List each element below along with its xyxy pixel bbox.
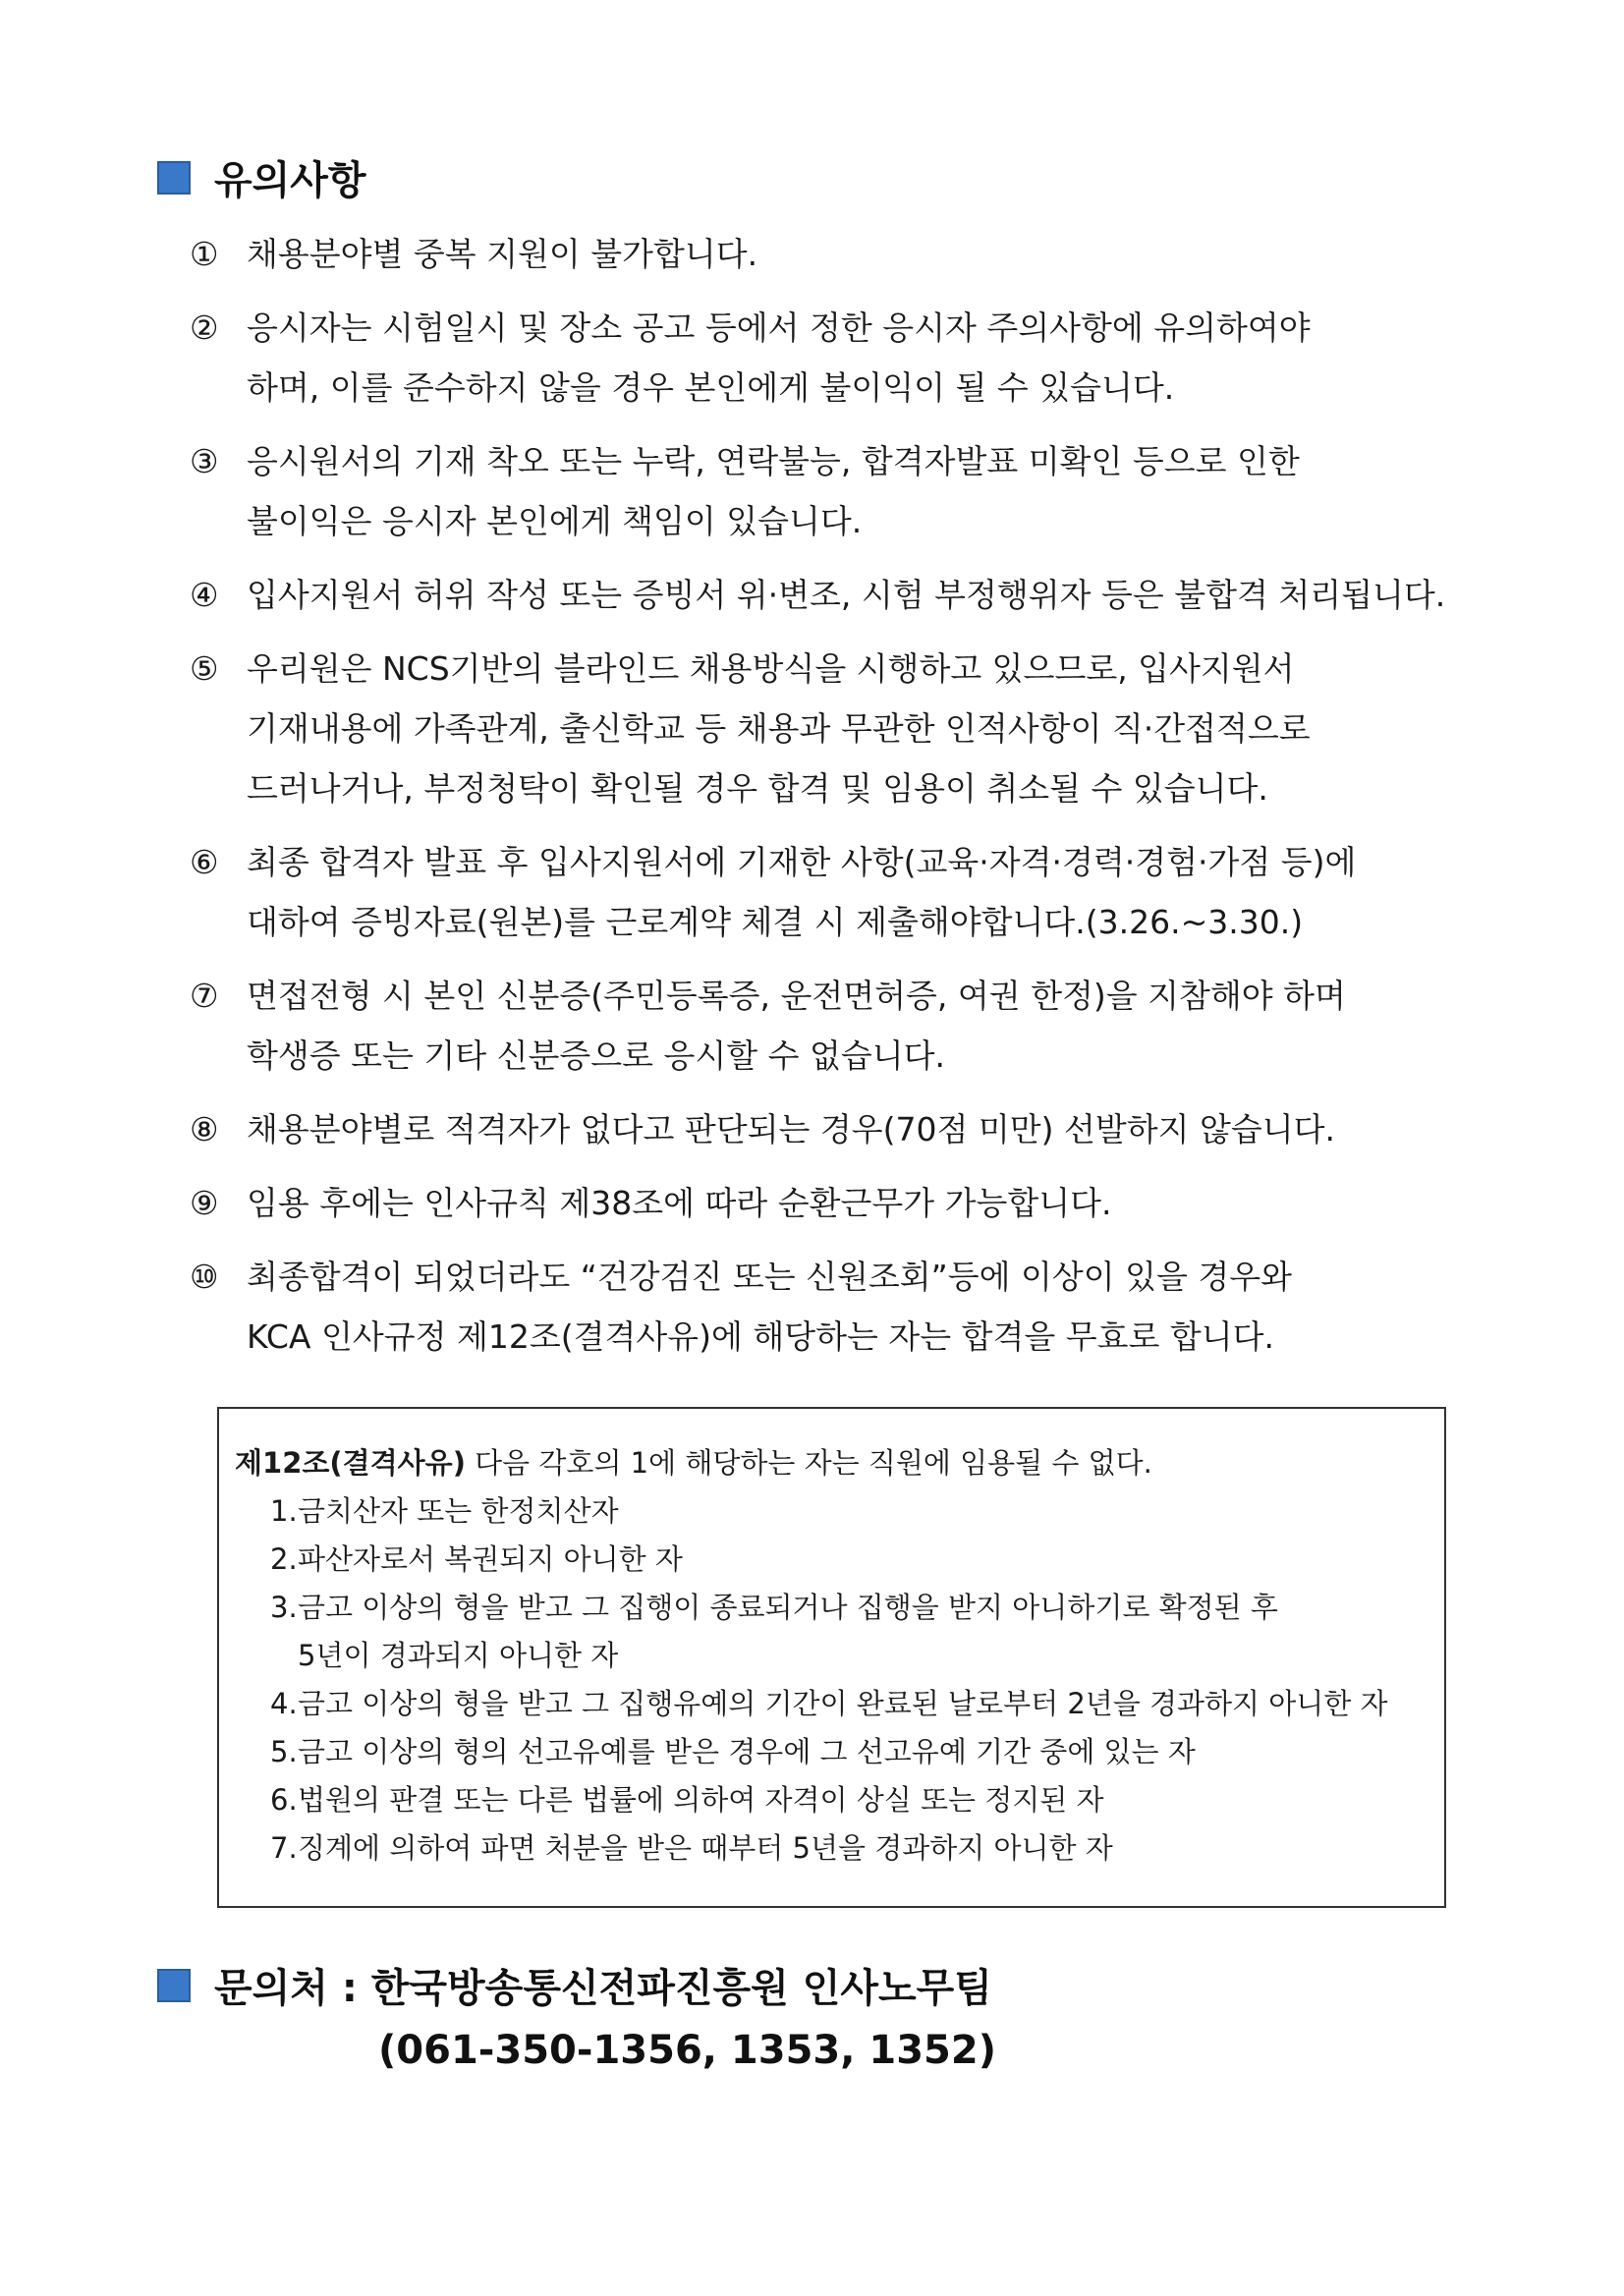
- note-text-line: 임용 후에는 인사규칙 제38조에 따라 순환근무가 가능합니다.: [247, 1184, 1112, 1222]
- regulation-box: [217, 1407, 1446, 1908]
- note-item: [190, 1099, 1486, 1159]
- note-text-line: 불이익은 응시자 본인에게 책임이 있습니다.: [247, 502, 863, 540]
- regulation-item: [235, 1728, 1428, 1776]
- note-text-line: 입사지원서 허위 작성 또는 증빙서 위·변조, 시험 부정행위자 등은 불합격 처리됩니다.: [247, 576, 1446, 614]
- regulation-item: [235, 1536, 1428, 1584]
- regulation-item-text: 금치산자 또는 한정치산자: [298, 1494, 619, 1528]
- note-text-line: 응시자는 시험일시 및 장소 공고 등에서 정한 응시자 주의사항에 유의하여야: [247, 308, 1311, 347]
- contact-heading-text: 문의처 : 한국방송통신전파진흥원 인사노무팀: [214, 1966, 992, 2011]
- regulation-item: [235, 1680, 1428, 1728]
- note-item: [190, 832, 1486, 952]
- note-text-line: 드러나거나, 부정청탁이 확인될 경우 합격 및 임용이 취소될 수 있습니다.: [247, 769, 1268, 808]
- note-text-line: 최종합격이 되었더라도 “건강검진 또는 신원조회”등에 이상이 있을 경우와: [247, 1258, 1292, 1296]
- regulation-title: [235, 1438, 1428, 1487]
- note-item: [190, 1247, 1486, 1367]
- note-text-line: 응시원서의 기재 착오 또는 누락, 연락불능, 합격자발표 미확인 등으로 인한: [247, 442, 1300, 480]
- regulation-item-number: 2.: [270, 1542, 298, 1576]
- regulation-item-number: 3.: [270, 1591, 298, 1624]
- note-number: ⑩: [190, 1258, 219, 1296]
- regulation-item-text: 파산자로서 복권되지 아니한 자: [298, 1542, 683, 1576]
- blue-square-bullet-icon: [157, 161, 191, 195]
- regulation-item: [235, 1487, 1428, 1536]
- regulation-title-article: 제12조(결격사유): [235, 1446, 466, 1480]
- note-text-line: KCA 인사규정 제12조(결격사유)에 해당하는 자는 합격을 무효로 합니다.: [247, 1317, 1274, 1356]
- note-text-line: 채용분야별 중복 지원이 불가합니다.: [247, 235, 758, 273]
- regulation-list: [235, 1487, 1428, 1873]
- notes-heading-text: 유의사항: [214, 158, 366, 203]
- regulation-title-text: 다음 각호의 1에 해당하는 자는 직원에 임용될 수 없다.: [465, 1446, 1152, 1480]
- contact-phone: (061-350-1356, 1353, 1352): [378, 2028, 996, 2073]
- note-text-line: 하며, 이를 준수하지 않을 경우 본인에게 불이익이 될 수 있습니다.: [247, 368, 1175, 407]
- note-number: ①: [190, 235, 219, 273]
- regulation-item-text: 징계에 의하여 파면 처분을 받은 때부터 5년을 경과하지 아니한 자: [298, 1831, 1113, 1865]
- regulation-item-text: 금고 이상의 형을 받고 그 집행유예의 기간이 완료된 날로부터 2년을 경과하지 아니한 자: [298, 1687, 1388, 1720]
- regulation-item-text: 5년이 경과되지 아니한 자: [298, 1639, 619, 1672]
- note-number: ③: [190, 442, 219, 480]
- note-number: ⑥: [190, 843, 219, 881]
- regulation-item-text: 법원의 판결 또는 다른 법률에 의하여 자격이 상실 또는 정지된 자: [298, 1783, 1104, 1817]
- note-text-line: 면접전형 시 본인 신분증(주민등록증, 운전면허증, 여권 한정)을 지참해야 하며: [247, 977, 1346, 1015]
- note-text-line: 학생증 또는 기타 신분증으로 응시할 수 없습니다.: [247, 1036, 945, 1075]
- regulation-item-number: 4.: [270, 1687, 298, 1720]
- note-text-line: 기재내용에 가족관계, 출신학교 등 채용과 무관한 인적사항이 직·간접적으로: [247, 709, 1311, 748]
- contact-heading: [157, 1957, 992, 2013]
- blue-square-bullet-icon: [157, 1969, 191, 2002]
- notes-heading: [157, 149, 366, 205]
- regulation-item-number: 1.: [270, 1494, 298, 1528]
- regulation-item-number: 7.: [270, 1831, 298, 1865]
- regulation-item-number: 5.: [270, 1735, 298, 1768]
- note-text-line: 대하여 증빙자료(원본)를 근로계약 체결 시 제출해야합니다.(3.26.~3.30.): [247, 903, 1304, 941]
- note-text-line: 채용분야별로 적격자가 없다고 판단되는 경우(70점 미만) 선발하지 않습니다.: [247, 1110, 1335, 1148]
- regulation-item: [235, 1584, 1428, 1680]
- note-item: [190, 565, 1486, 625]
- note-number: ⑧: [190, 1110, 219, 1148]
- regulation-item: [235, 1824, 1428, 1873]
- note-number: ⑦: [190, 977, 219, 1015]
- note-item: [190, 298, 1486, 418]
- note-item: [190, 224, 1486, 284]
- regulation-item-number: 6.: [270, 1783, 298, 1817]
- note-item: [190, 966, 1486, 1086]
- note-item: [190, 431, 1486, 551]
- regulation-item-text: 금고 이상의 형의 선고유예를 받은 경우에 그 선고유예 기간 중에 있는 자: [298, 1735, 1196, 1768]
- regulation-item-text: 금고 이상의 형을 받고 그 집행이 종료되거나 집행을 받지 아니하기로 확정된 후: [298, 1591, 1278, 1624]
- note-item: [190, 639, 1486, 818]
- note-text-line: 최종 합격자 발표 후 입사지원서에 기재한 사항(교육·자격·경력·경험·가점 등)에: [247, 843, 1357, 881]
- note-number: ⑤: [190, 649, 219, 688]
- note-number: ⑨: [190, 1184, 219, 1222]
- note-text-line: 우리원은 NCS기반의 블라인드 채용방식을 시행하고 있으므로, 입사지원서: [247, 649, 1295, 688]
- note-item: [190, 1173, 1486, 1233]
- regulation-item: [235, 1776, 1428, 1824]
- notes-list: [190, 224, 1486, 1380]
- note-number: ④: [190, 576, 219, 614]
- note-number: ②: [190, 308, 219, 347]
